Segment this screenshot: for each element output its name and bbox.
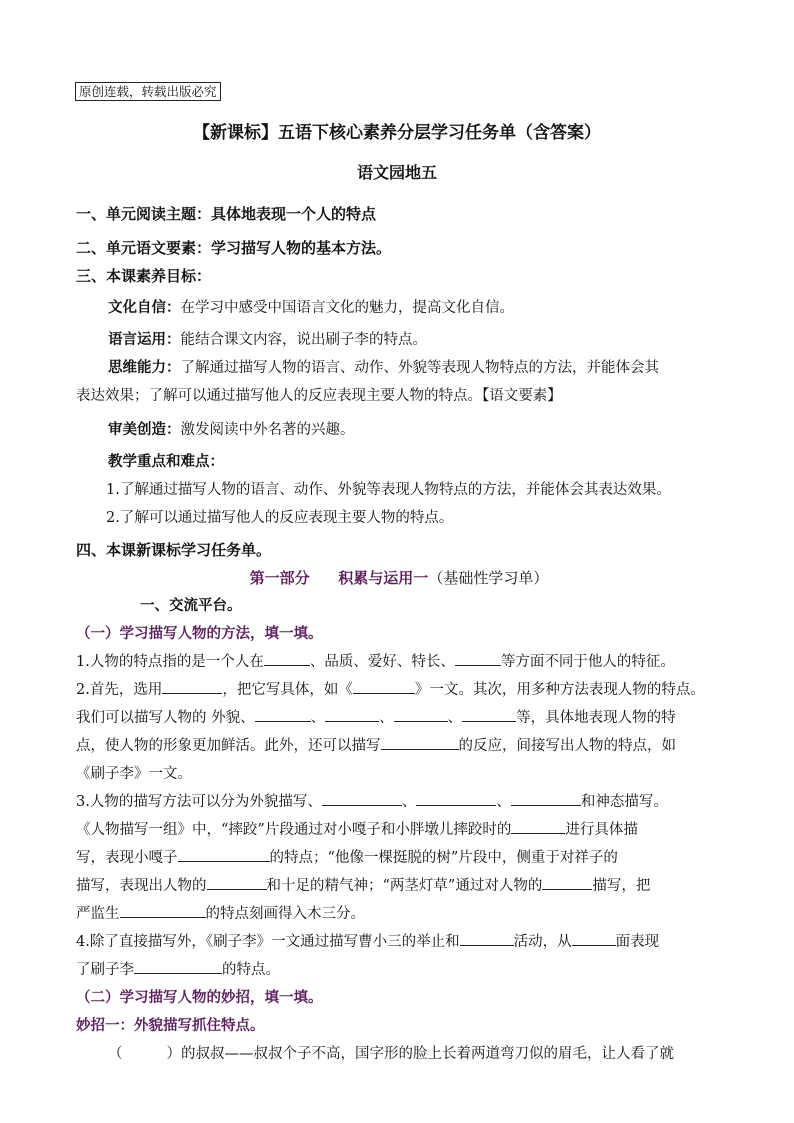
focus-item-1: 1.了解通过描写人物的语言、动作、外貌等表现人物特点的方法，并能体会其表达效果。 <box>106 482 671 498</box>
blank[interactable] <box>542 875 592 890</box>
blank[interactable] <box>511 819 565 834</box>
question-2: 2.首先，选用 ，把它写具体，如《 》一文。其次，用多种方法表现人物的特点。 <box>76 676 722 704</box>
question-3-line-5: 严监生 的特点刻画得入木三分。 <box>76 900 722 928</box>
document-body <box>76 200 722 1068</box>
question-2-line-2: 我们可以描写人物的 外貌、 、 、 、 等，具体地表现人物的特 <box>76 704 722 732</box>
focus-heading: 教学重点和难点： <box>108 453 224 470</box>
goal-aesthetic: 审美创造：激发阅读中外名著的兴趣。 <box>108 421 355 438</box>
blank[interactable] <box>381 735 459 750</box>
question-2-line-4: 《刷子李》一文。 <box>76 766 192 782</box>
goal-thinking-cont: 表达效果；了解可以通过描写他人的反应表现主要人物的特点。【语文要素】 <box>76 388 562 404</box>
goal-culture: 文化自信：在学习中感受中国语言文化的魅力，提高文化自信。 <box>108 299 514 316</box>
blank[interactable] <box>572 931 616 946</box>
blank[interactable] <box>325 707 379 722</box>
section-3-heading: 三、本课素养目标： <box>76 267 212 285</box>
question-3-line-4: 描写，表现出人物的 和十足的精气神；“两茎灯草”通过对人物的 描写，把 <box>76 872 722 900</box>
blank[interactable] <box>416 791 496 806</box>
blank[interactable] <box>207 875 267 890</box>
blank[interactable] <box>462 707 516 722</box>
goal-language: 语言运用：能结合课文内容，说出刷子李的特点。 <box>108 331 427 348</box>
question-4-line-2: 了刷子李 的特点。 <box>76 956 722 984</box>
blank[interactable] <box>322 791 402 806</box>
sub-heading-exchange: 一、交流平台。 <box>140 597 242 614</box>
blank[interactable] <box>353 679 415 694</box>
blank[interactable] <box>264 651 310 666</box>
q1-heading: （一）学习描写人物的方法，填一填。 <box>76 625 323 642</box>
question-3: 3.人物的描写方法可以分为外貌描写、 、 、 和神态描写。 <box>76 788 722 816</box>
question-4: 4.除了直接描写外，《刷子李》一文通过描写曹小三的举止和 活动，从 面表现 <box>76 928 722 956</box>
blank[interactable] <box>255 707 311 722</box>
blank[interactable] <box>460 931 514 946</box>
trick-1-heading: 妙招一：外貌描写抓住特点。 <box>76 1017 265 1034</box>
document-title: 【新课标】五语下核心素养分层学习任务单（含答案） <box>193 123 601 143</box>
blank[interactable] <box>511 791 581 806</box>
blank[interactable] <box>455 651 501 666</box>
part-heading: 第一部分 积累与运用一（基础性学习单） <box>249 569 549 587</box>
goal-thinking: 思维能力：了解通过描写人物的语言、动作、外貌等表现人物特点的方法，并能体会其 <box>108 359 659 376</box>
question-3-line-2: 《人物描写一组》中，“摔跤”片段通过对小嘎子和小胖墩儿摔跤时的 进行具体描 <box>76 816 722 844</box>
section-4-heading: 四、本课新课标学习任务单。 <box>76 541 272 559</box>
section-2-heading: 二、单元语文要素：学习描写人物的基本方法。 <box>76 239 392 257</box>
focus-item-2: 2.了解可以通过描写他人的反应表现主要人物的特点。 <box>106 510 454 526</box>
q2-heading: （二）学习描写人物的妙招，填一填。 <box>76 989 323 1006</box>
blank[interactable] <box>134 959 222 974</box>
question-1: 1.人物的特点指的是一个人在 、品质、爱好、特长、 等方面不同于他人的特征。 <box>76 648 722 676</box>
blank[interactable] <box>162 679 222 694</box>
blank[interactable] <box>120 903 206 918</box>
copyright-stamp: 原创连载，转载出版必究 <box>75 82 221 101</box>
document-subtitle: 语文园地五 <box>356 163 437 182</box>
trick-1-example: （ ）的叔叔——叔叔个子不高，国字形的脸上长着两道弯刀似的眉毛，让人看了就 <box>108 1046 674 1062</box>
question-2-line-3: 点，使人物的形象更加鲜活。此外，还可以描写 的反应，间接写出人物的特点，如 <box>76 732 722 760</box>
question-3-line-3: 写，表现小嘎子 的特点；“他像一棵挺脱的树”片段中，侧重于对祥子的 <box>76 844 722 872</box>
section-1-heading: 一、单元阅读主题：具体地表现一个人的特点 <box>76 205 377 223</box>
blank[interactable] <box>394 707 448 722</box>
blank[interactable] <box>178 847 270 862</box>
